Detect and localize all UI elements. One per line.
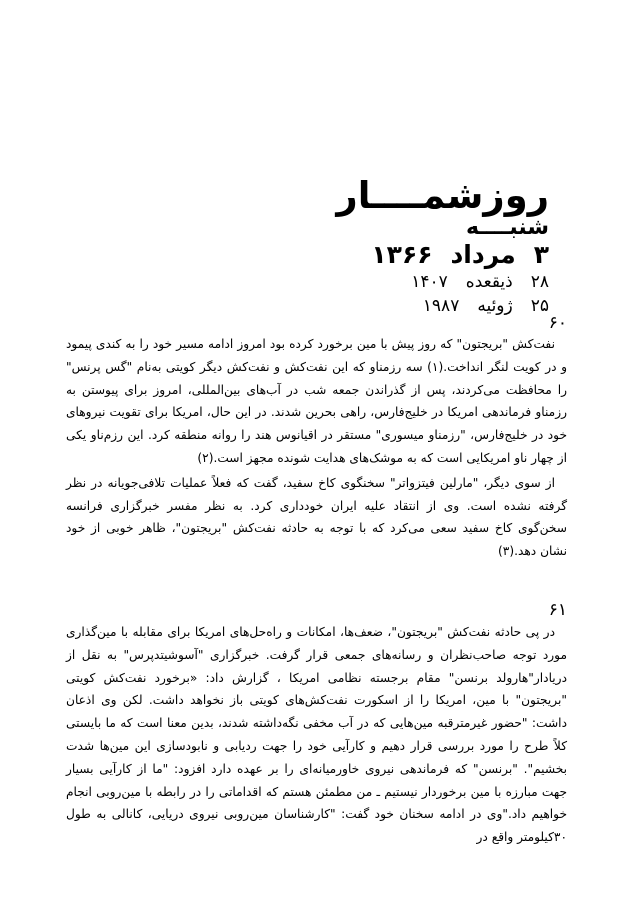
solar-month: مرداد (450, 240, 516, 269)
entry-number: ۶۰ (548, 313, 567, 333)
paragraph: نفت‌کش "بریجتون" که روز پیش با مین برخورد کرده بود امروز ادامه مسیر خود را به کندی پیمود و در کویت لنگر انداخت.(۱) سه رزمناو که این نفت‌کش و نفت‌کش دیگر کویتی به‌نام "گس پرنس" را محافظت می‌کردند، پس از گذراندن جمعه شب در آب‌های بین‌المللی، امروز برای پیوستن به رزمناو فرماندهی امریکا در خلیج‌فارس، راهی بحرین شدند. در این حال، امریکا برای تقویت نیروهای خود در خلیج‌فارس، "رزمناو میسوری" مستقر در اقیانوس هند را روانه منطقه کرد. این رزم‌ناو یکی از چهار ناو امریکایی است که به موشک‌های هدایت شونده مجهز است.(۲) (66, 337, 567, 465)
entry-number: ۶۱ (548, 600, 567, 620)
paragraph: از سوی دیگر، "مارلین فیتزواتر" سخنگوی کاخ سفید، گفت که فعلاً عملیات تلافی‌جویانه در نظر گرفته نشده است. وی از انتقاد علیه ایران خودداری کرد. به نظر مفسر خبرگزاری فرانسه سخن‌گوی کاخ سفید سعی می‌کرد که با توجه به حادثه نفت‌کش "بریجتون"، ظاهر خوبی از خود نشان دهد.(۳) (66, 475, 567, 559)
lunar-day: ۲۸ (530, 272, 549, 292)
gregorian-year: ۱۹۸۷ (422, 296, 460, 316)
title-text: روزشمــــار (336, 174, 549, 217)
weekday-text: شنبــــه (465, 215, 549, 240)
chronicle-header (336, 174, 549, 318)
gregorian-day: ۲۵ (530, 296, 549, 316)
lunar-date (349, 270, 549, 294)
weekday-subtitle (349, 216, 549, 240)
entry-body (66, 333, 567, 563)
gregorian-date (349, 294, 549, 318)
gregorian-month: ژوئیه (477, 296, 513, 316)
paragraph: در پی حادثه نفت‌کش "بریجتون"، ضعف‌ها، امکانات و راه‌حل‌های امریکا برای مقابله با مین‌گذاری مورد توجه صاحب‌نظران و رسانه‌های جمعی قرار گرفت. خبرگزاری "آسوشیتدپرس" به نقل از دریادار"هارولد برنسن" مقام برجسته نظامی امریکا ، گزارش داد: «برخورد نفت‌کش کویتی "بریجتون" با مین، امریکا را از اسکورت نفت‌کش‌های کویتی باز نخواهد داشت. لکن وی اذعان داشت: "حضور غیرمترقبه مین‌هایی که در آب مخفی نگه‌داشته شدند، بدین معنا است که ما بایستی کلاً طرح را مورد بررسی قرار دهیم و کارآیی خود را جهت ردیابی و نابودسازی این مین‌ها شدت بخشیم". "برنسن" که فرماندهی نیروی خاورمیانه‌ای را بر عهده دارد افزود: "ما از کارآیی بسیار جهت مبارزه با مین برخوردار نیستیم ـ من مطمئن هستم که اقداماتی را در رابطه با مین‌روبی انجام خواهیم داد."وی در ادامه سخنان خود گفت: "کارشناسان مین‌روبی نیروی دریایی، کانالی به طول ۳۰کیلومتر واقع در (66, 625, 567, 845)
lunar-month: ذیقعده (465, 272, 513, 292)
lunar-year: ۱۴۰۷ (411, 272, 448, 292)
solar-date (349, 240, 549, 270)
solar-year: ۱۳۶۶ (371, 240, 433, 269)
entry-body (66, 621, 567, 849)
page-title (336, 174, 549, 217)
solar-day: ۳ (533, 240, 549, 269)
